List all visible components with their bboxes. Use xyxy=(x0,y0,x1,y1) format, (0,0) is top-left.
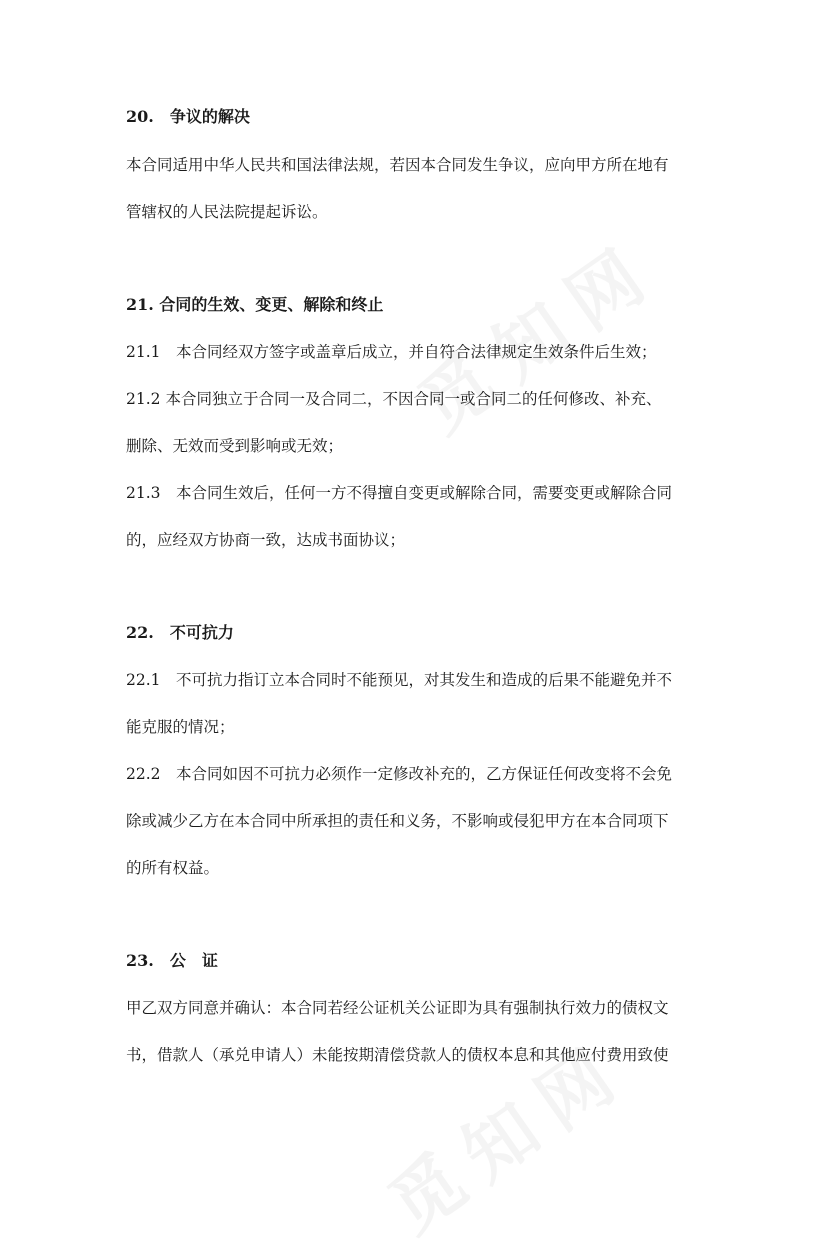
paragraph-line: 甲乙双方同意并确认：本合同若经公证机关公证即为具有强制执行效力的债权文 xyxy=(126,999,669,1017)
paragraph-line: 书，借款人（承兑申请人）未能按期清偿贷款人的债权本息和其他应付费用致使 xyxy=(126,1046,669,1064)
paragraph-line: 管辖权的人民法院提起诉讼。 xyxy=(126,203,328,221)
paragraph-line: 21.1 本合同经双方签字或盖章后成立，并自符合法律规定生效条件后生效； xyxy=(126,343,657,361)
paragraph-line: 22.1 不可抗力指订立本合同时不能预见，对其发生和造成的后果不能避免并不 xyxy=(126,671,673,689)
section-heading: 23. 公 证 xyxy=(126,951,218,970)
paragraph-line: 的所有权益。 xyxy=(126,859,220,877)
section-heading: 21. 合同的生效、变更、解除和终止 xyxy=(126,295,384,314)
paragraph-line: 能克服的情况； xyxy=(126,718,235,736)
watermark xyxy=(395,212,676,452)
paragraph-line: 本合同适用中华人民共和国法律法规，若因本合同发生争议，应向甲方所在地有 xyxy=(126,156,669,174)
section-heading: 22. 不可抗力 xyxy=(126,623,234,642)
paragraph-line: 22.2 本合同如因不可抗力必须作一定修改补充的，乙方保证任何改变将不会免 xyxy=(126,765,673,783)
paragraph-line: 的，应经双方协商一致，达成书面协议； xyxy=(126,531,406,549)
paragraph-line: 21.2 本合同独立于合同一及合同二，不因合同一或合同二的任何修改、补充、 xyxy=(126,390,662,408)
paragraph-line: 21.3 本合同生效后，任何一方不得擅自变更或解除合同，需要变更或解除合同 xyxy=(126,484,673,502)
paragraph-line: 删除、无效而受到影响或无效； xyxy=(126,437,344,455)
section-heading: 20. 争议的解决 xyxy=(126,107,250,126)
paragraph-line: 除或减少乙方在本合同中所承担的责任和义务，不影响或侵犯甲方在本合同项下 xyxy=(126,812,669,830)
